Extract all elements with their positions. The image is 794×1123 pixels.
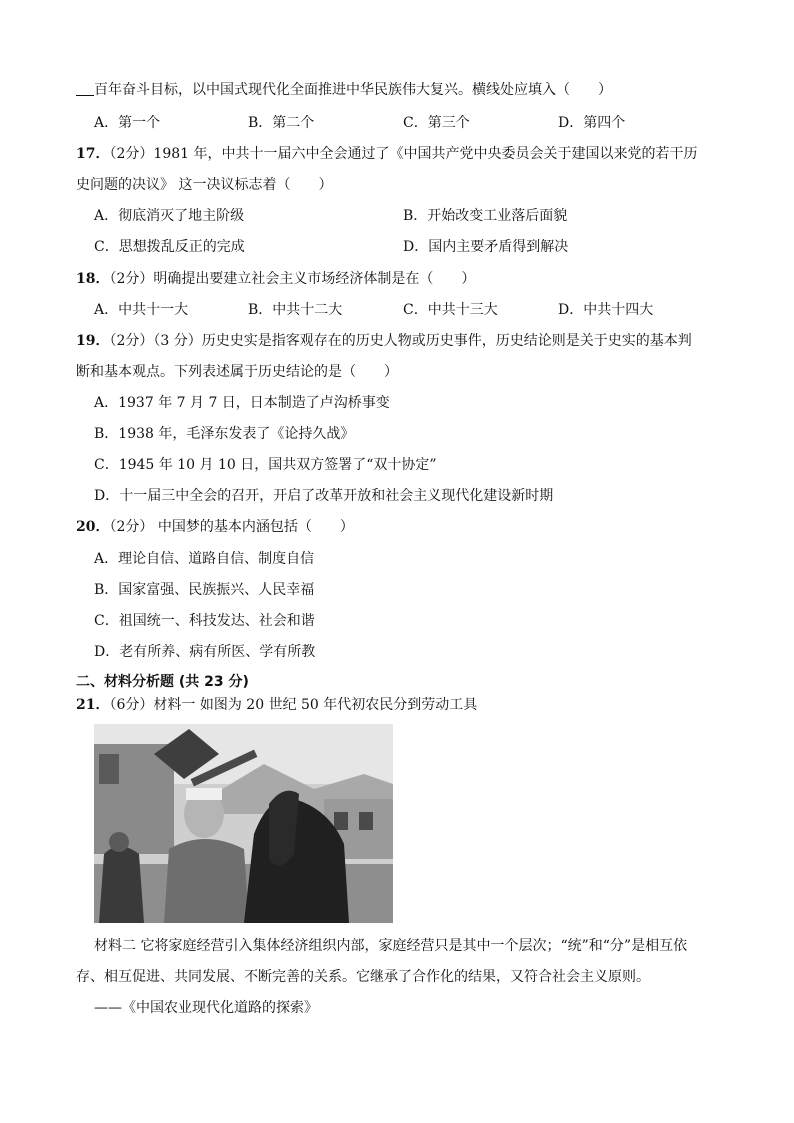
q19-stem: 19．（2分）（3 分）历史史实是指客观存在的历史人物或历史事件，历史结论则是关于史实的基本判 [76,333,692,349]
question-score: （2分） [109,146,154,162]
question-number: 21． [76,697,110,713]
question-score: （2分） [109,519,154,535]
question-score: （2分） [109,271,154,287]
q19-stem-line2: 断和基本观点。下列表述属于历史结论的是（ ） [76,364,398,380]
q17-option-b[interactable]: B．开始改变工业落后面貌 [403,208,568,224]
q20-option-d[interactable]: D．老有所养、病有所医、学有所教 [94,644,316,660]
photo-illustration [94,724,393,923]
question-number: 20． [76,519,110,535]
q19-option-d[interactable]: D．十一届三中全会的召开，开启了改革开放和社会主义现代化建设新时期 [94,488,554,504]
question-score: （2分）（3 分） [109,333,202,349]
q16-option-a[interactable]: A．第一个 [94,115,161,131]
q20-option-b[interactable]: B．国家富强、民族振兴、人民幸福 [94,582,315,598]
q17-stem: 17．（2分）1981 年，中共十一届六中全会通过了《中国共产党中央委员会关于建国以来党的若干历 [76,146,698,162]
q16-option-b[interactable]: B．第二个 [248,115,315,131]
q18-option-c[interactable]: C．中共十三大 [403,302,498,318]
q17-option-c[interactable]: C．思想拨乱反正的完成 [94,239,245,255]
q16-option-d[interactable]: D．第四个 [558,115,626,131]
answer-blank [76,81,94,96]
q19-option-b[interactable]: B．1938 年，毛泽东发表了《论持久战》 [94,426,355,442]
q21-material2-line2: 存、相互促进、共同发展、不断完善的关系。它继承了合作化的结果，又符合社会主义原则。 [76,969,650,985]
question-number: 17． [76,146,110,162]
q16-option-c[interactable]: C．第三个 [403,115,470,131]
q18-option-d[interactable]: D．中共十四大 [558,302,654,318]
q18-stem: 18．（2分）明确提出要建立社会主义市场经济体制是在（ ） [76,271,476,287]
q17-stem-line2: 史问题的决议》 这一决议标志着（ ） [76,177,333,193]
q18-option-a[interactable]: A．中共十一大 [94,302,189,318]
q19-option-c[interactable]: C．1945 年 10 月 10 日，国共双方签署了“双十协定” [94,457,437,473]
section-title: 二、材料分析题 (共 23 分) [76,674,249,690]
q21-source: ——《中国农业现代化道路的探索》 [94,1000,318,1016]
q20-option-c[interactable]: C．祖国统一、科技发达、社会和谐 [94,613,315,629]
q18-option-b[interactable]: B．中共十二大 [248,302,343,318]
q17-option-a[interactable]: A．彻底消灭了地主阶级 [94,208,245,224]
q20-stem: 20．（2分） 中国梦的基本内涵包括（ ） [76,519,354,535]
q16-stem-tail: 百年奋斗目标，以中国式现代化全面推进中华民族伟大复兴。横线处应填入（ ） [76,80,612,100]
question-number: 19． [76,333,110,349]
question-score: （6分） [109,697,154,713]
q17-option-d[interactable]: D．国内主要矛盾得到解决 [403,239,569,255]
question-number: 18． [76,271,110,287]
farmer-horse-photo [94,724,393,923]
q21-stem: 21．（6分）材料一 如图为 20 世纪 50 年代初农民分到劳动工具 [76,697,478,713]
q20-option-a[interactable]: A．理论自信、道路自信、制度自信 [94,551,315,567]
q21-material2-line1: 材料二 它将家庭经营引入集体经济组织内部，家庭经营只是其中一个层次；“统”和“分”是相互依 [94,938,688,954]
q19-option-a[interactable]: A．1937 年 7 月 7 日，日本制造了卢沟桥事变 [94,395,390,411]
